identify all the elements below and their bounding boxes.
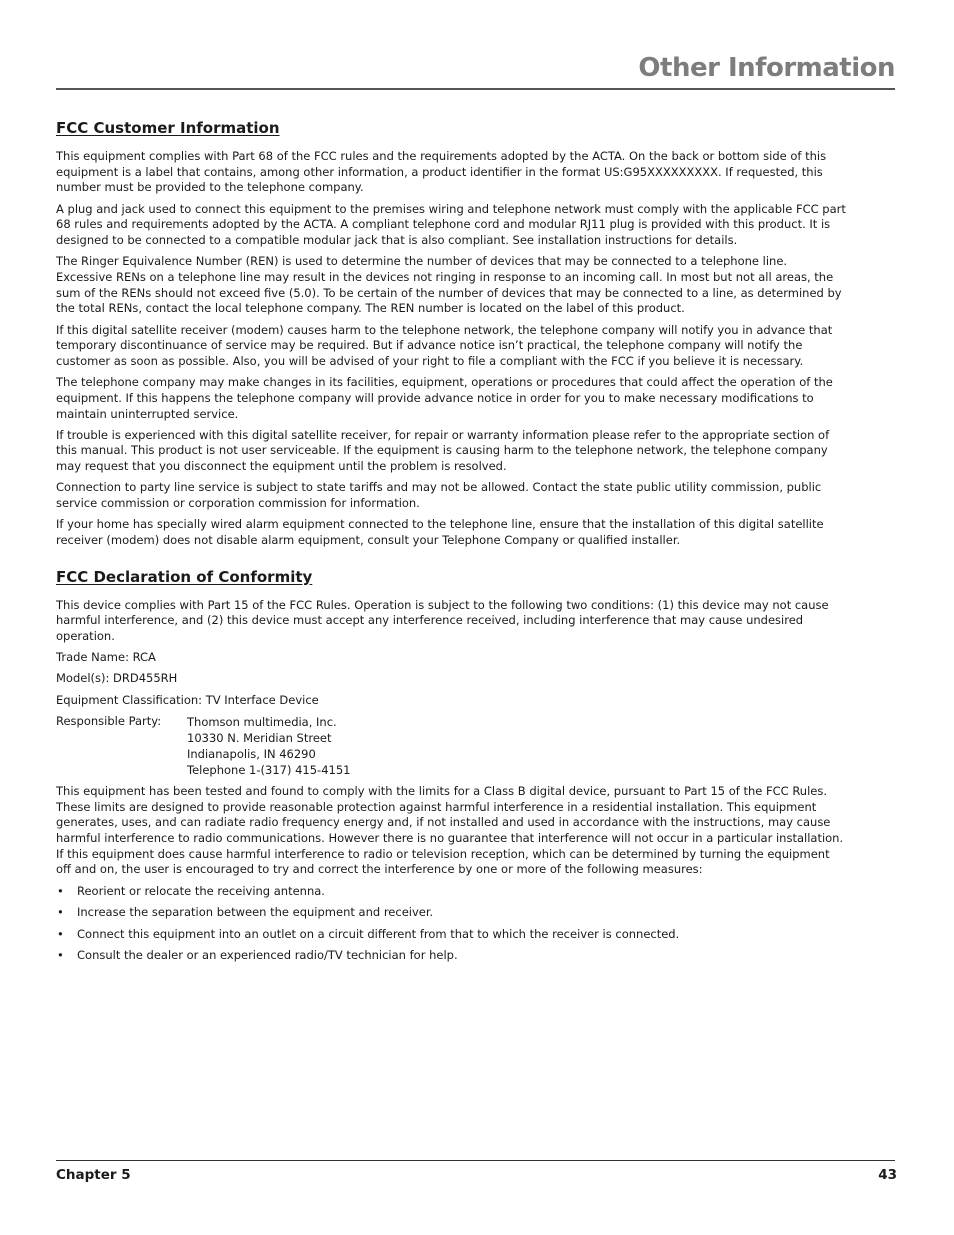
paragraph: If this digital satellite receiver (modem) causes harm to the telephone network, the telephone company will notify you in advance that temporary discontinuance of service may be required. But if advance notice isn’t practical, the telephone company will notify the customer as soon as possible. Also, you will be advised of your right to file a compliant with the FCC if you believe it is necessary. [56, 322, 833, 368]
page-content [56, 118, 846, 969]
list-item [56, 948, 846, 964]
list-item-text: Reorient or relocate the receiving antenna. [77, 884, 325, 899]
list-item [56, 884, 846, 900]
footer-chapter: Chapter 5 [56, 1167, 131, 1183]
measures-list [56, 884, 846, 963]
responsible-party-label: Responsible Party: [56, 713, 162, 728]
section-heading: FCC Customer Information [56, 119, 280, 137]
paragraph: If your home has specially wired alarm equipment connected to the telephone line, ensure that the installation of this digital satellite receiver (modem) does not disable alarm equipment, consult your Telephone Company or qualified installer. [56, 517, 824, 547]
bullet-icon: • [57, 926, 64, 941]
paragraph: This equipment complies with Part 68 of the FCC rules and the requirements adopted by the ACTA. On the back or bottom side of this equipment is a label that contains, among other information, a product identifier in the format US:G95XXXXXXXXX. If requested, this number must be provided to the telephone company. [56, 149, 827, 195]
paragraph: This device complies with Part 15 of the FCC Rules. Operation is subject to the following two conditions: (1) this device may not cause harmful interference, and (2) this device must accept any interference received, including interference that may cause undesired operation. [56, 597, 829, 644]
paragraph: Connection to party line service is subject to state tariffs and may not be allowed. Contact the state public utility commission, public service commission or corporation commission for information. [56, 480, 822, 511]
paragraph: The telephone company may make changes in its facilities, equipment, operations or procedures that could affect the operation of the equipment. If this happens the telephone company will provide advance notice in order for you to make necessary modifications to maintain uninterrupted service. [56, 375, 833, 421]
responsible-party-address [187, 714, 350, 778]
fcc-customer-information-section [56, 118, 846, 549]
paragraph: The Ringer Equivalence Number (REN) is used to determine the number of devices that may be connected to a telephone line. Excessive RENs on a telephone line may result in the devices not ringing in response to an incoming call. In most but not all areas, the sum of the RENs should not exceed five (5.0). To be certain of the number of devices that may be connected to a line, as determined by the total RENs, contact the local telephone company. The REN number is located on the label of this product. [56, 254, 842, 316]
paragraph: If trouble is experienced with this digital satellite receiver, for repair or warranty information please refer to the appropriate section of this manual. This product is not user serviceable. If the equipment is causing harm to the telephone network, the telephone company may request that you disconnect the equipment until the problem is resolved. [56, 427, 830, 474]
bullet-icon: • [57, 884, 64, 899]
list-item-text: Consult the dealer or an experienced radio/TV technician for help. [77, 947, 458, 962]
address-line: Telephone 1-(317) 415-4151 [187, 762, 351, 777]
list-item [56, 905, 846, 921]
bullet-icon: • [57, 905, 64, 920]
equipment-classification: Equipment Classification: TV Interface Device [56, 692, 319, 707]
page-title: Other Information [638, 53, 895, 83]
footer-divider [56, 1160, 895, 1161]
paragraph: A plug and jack used to connect this equipment to the premises wiring and telephone network must comply with the applicable FCC part 68 rules and requirements adopted by the ACTA. A compliant telephone cord and modular RJ11 plug is provided with this product. It is designed to be connected to a compatible modular jack that is also compliant. See installation instructions for details. [56, 201, 846, 248]
responsible-party [56, 714, 846, 778]
fcc-declaration-section [56, 567, 846, 964]
list-item [56, 927, 846, 943]
header-divider [56, 88, 895, 90]
page-number: 43 [878, 1167, 897, 1183]
address-line: Indianapolis, IN 46290 [187, 746, 316, 761]
list-item-text: Connect this equipment into an outlet on a circuit different from that to which the receiver is connected. [77, 926, 680, 941]
trade-name: Trade Name: RCA [56, 650, 156, 665]
section-heading: FCC Declaration of Conformity [56, 567, 313, 586]
paragraph: This equipment has been tested and found to comply with the limits for a Class B digital device, pursuant to Part 15 of the FCC Rules. These limits are designed to provide reasonable protection against harmful interference in a residential installation. This equipment generates, uses, and can radiate radio frequency energy and, if not installed and used in accordance with the instructions, may cause harmful interference to radio communications. However there is no guarantee that interference will not occur in a particular installation. If this equipment does cause harmful interference to radio or television reception, which can be determined by turning the equipment off and on, the user is encouraged to try and correct the interference by one or more of the following measures: [56, 783, 844, 877]
bullet-icon: • [57, 947, 64, 962]
model-number: Model(s): DRD455RH [56, 671, 178, 686]
list-item-text: Increase the separation between the equipment and receiver. [77, 905, 434, 920]
address-line: 10330 N. Meridian Street [187, 730, 332, 745]
address-line: Thomson multimedia, Inc. [187, 714, 337, 729]
